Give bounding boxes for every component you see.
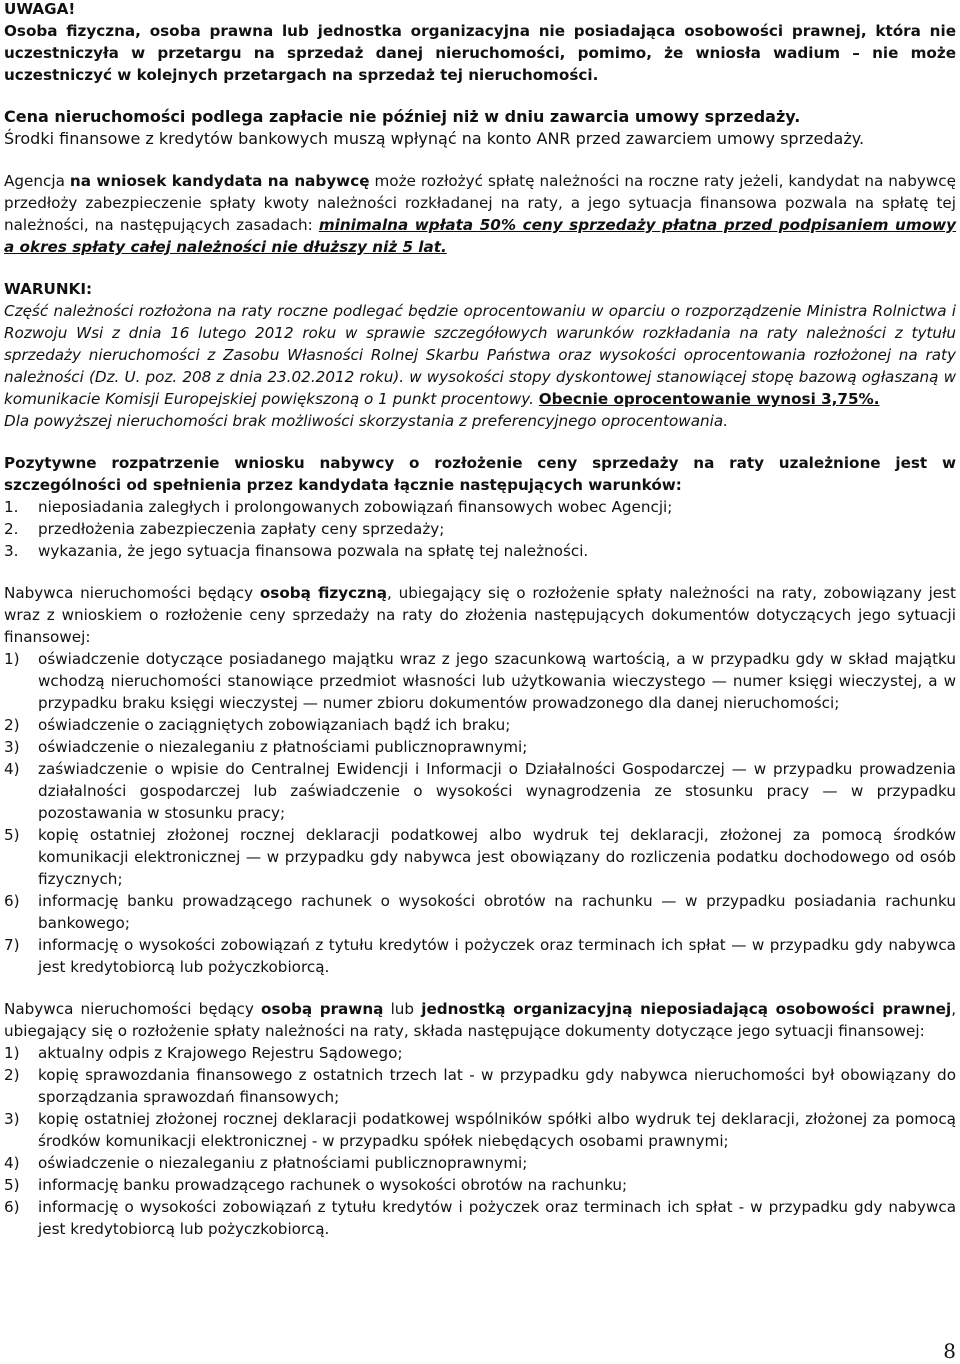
- credit-funds-line: [4, 128, 956, 150]
- list-item-number: 5): [4, 826, 20, 844]
- natural-person-intro: [4, 582, 956, 648]
- list-item-number: 3): [4, 1110, 20, 1128]
- list-item-text: aktualny odpis z Krajowego Rejestru Sądowego;: [38, 1044, 403, 1062]
- list-item: [4, 1174, 956, 1196]
- list-item-number: 2.: [4, 520, 19, 538]
- list-item-text: oświadczenie dotyczące posiadanego majątku wraz z jego szacunkową wartością, a w przypadku gdy w skład majątku wchodzą nieruchomości stanowiące przedmiot własności lub użytkowania wieczystego — numer księgi wieczystej, a w przypadku braku księgi wieczystej — numer zbioru dokumentów prowadzonego dla danej nieruchomości;: [38, 650, 956, 712]
- list-item-number: 1.: [4, 498, 19, 516]
- list-item-text: przedłożenia zabezpieczenia zapłaty ceny sprzedaży;: [38, 520, 445, 538]
- intro-text: Nabywca nieruchomości będący: [4, 1000, 254, 1018]
- conditions-paragraph: [4, 300, 956, 410]
- installments-paragraph: [4, 170, 956, 258]
- installments-text: może rozłożyć spłatę należności na roczne raty jeżeli, kandydat na nabywcę przedłoży zabezpieczenie spłaty kwoty należności rozkładanej na raty, a jego sytuacja finansowa pozwala na spłatę tej należności, na następujących zasadach:: [4, 172, 956, 234]
- list-item-text: kopię ostatniej złożonej rocznej deklaracji podatkowej albo wydruk tej deklaracji, złożonej za pomocą środków komunikacji elektronicznej — w przypadku gdy nabywca jest obowiązany do rozliczenia podatku dochodowego od osób fizycznych;: [38, 826, 956, 888]
- list-item-text: oświadczenie o niezaleganiu z płatnościami publicznoprawnymi;: [38, 1154, 528, 1172]
- list-item: [4, 540, 956, 562]
- list-item: [4, 714, 956, 736]
- preferential-note: Dla powyższej nieruchomości brak możliwości skorzystania z preferencyjnego oprocentowania.: [4, 412, 729, 430]
- installments-agency: Agencja: [4, 172, 65, 190]
- list-item: [4, 496, 956, 518]
- intro-organizational-unit: jednostką organizacyjną nieposiadającą osobowości prawnej: [421, 1000, 952, 1018]
- list-item-number: 1): [4, 650, 20, 668]
- list-item-text: kopię sprawozdania finansowego z ostatnich trzech lat - w przypadku gdy nabywca nieruchomości był obowiązany do sporządzania sprawozdań finansowych;: [38, 1066, 956, 1106]
- list-item-text: oświadczenie o niezaleganiu z płatnościami publicznoprawnymi;: [38, 738, 528, 756]
- positive-heading: Pozytywne rozpatrzenie wniosku nabywcy o rozłożenie ceny sprzedaży na raty uzależnione jest w szczególności od spełnienia przez kandydata łącznie następujących warunków:: [4, 454, 956, 494]
- list-item-number: 2): [4, 1066, 20, 1084]
- list-item-text: kopię ostatniej złożonej rocznej deklaracji podatkowej wspólników spółki albo wydruk tej deklaracji, złożonej za pomocą środków komunikacji elektronicznej - w przypadku spółek niebędących osobami prawnymi;: [38, 1110, 956, 1150]
- intro-natural-person: osobą fizyczną: [259, 584, 388, 602]
- intro-text: lub: [390, 1000, 415, 1018]
- list-item: [4, 1108, 956, 1152]
- list-item-number: 3): [4, 738, 20, 756]
- positive-conditions-list: [4, 496, 956, 562]
- list-item: [4, 890, 956, 934]
- list-item-text: informację banku prowadzącego rachunek o wysokości obrotów na rachunku — w przypadku posiadania rachunku bankowego;: [38, 892, 956, 932]
- list-item-text: nieposiadania zaległych i prolongowanych zobowiązań finansowych wobec Agencji;: [38, 498, 673, 516]
- list-item-text: informację o wysokości zobowiązań z tytułu kredytów i pożyczek oraz terminach ich spłat — w przypadku gdy nabywca jest kredytobiorcą lub pożyczkobiorcą.: [38, 936, 956, 976]
- warning-title: UWAGA!: [4, 0, 76, 18]
- conditions-text: Część należności rozłożona na raty roczne podlegać będzie oprocentowaniu w oparciu o rozporządzenie Ministra Rolnictwa i Rozwoju Wsi z dnia 16 lutego 2012 roku w sprawie szczegółowych warunków rozkładania na raty należności z tytułu sprzedaży nieruchomości z Zasobu Własności Rolnej Skarbu Państwa oraz wysokości oprocentowania rozłożonej na raty należności (Dz. U. poz. 208 z dnia 23.02.2012 roku). w wysokości stopy dyskontowej stanowiącej stopę bazową ogłaszaną w komunikacie Komisji Europejskiej powiększoną o 1 punkt procentowy.: [4, 302, 956, 408]
- document-page: [4, 0, 956, 1240]
- installments-rule: minimalna wpłata 50% ceny sprzedaży płatna przed podpisaniem umowy a okres spłaty całej należności nie dłuższy niż 5 lat.: [4, 216, 957, 256]
- list-item: [4, 934, 956, 978]
- page-number: 8: [943, 1339, 956, 1363]
- list-item-text: informację o wysokości zobowiązań z tytułu kredytów i pożyczek oraz terminach ich spłat - w przypadku gdy nabywca jest kredytobiorcą lub pożyczkobiorcą.: [38, 1198, 956, 1238]
- list-item-number: 6): [4, 1198, 20, 1216]
- list-item-text: oświadczenie o zaciągniętych zobowiązaniach bądź ich braku;: [38, 716, 511, 734]
- list-item: [4, 758, 956, 824]
- list-item: [4, 648, 956, 714]
- list-item-number: 1): [4, 1044, 20, 1062]
- conditions-heading: WARUNKI:: [4, 280, 93, 298]
- intro-text: , ubiegający się o rozłożenie spłaty należności na raty, zobowiązany jest wraz z wnioskiem o rozłożenie ceny sprzedaży na raty do złożenia następujących dokumentów dotyczących jego sytuacji finansowej:: [4, 584, 957, 646]
- list-item: [4, 518, 956, 540]
- price-payment-line: Cena nieruchomości podlega zapłacie nie później niż w dniu zawarcia umowy sprzedaży.: [4, 107, 801, 126]
- list-item-text: wykazania, że jego sytuacja finansowa pozwala na spłatę tej należności.: [38, 542, 589, 560]
- list-item-number: 5): [4, 1176, 20, 1194]
- warning-text: Osoba fizyczna, osoba prawna lub jednostka organizacyjna nie posiadająca osobowości prawnej, która nie uczestniczyła w przetargu na sprzedaż danej nieruchomości, pomimo, że wniosła wadium – nie może uczestniczyć w kolejnych przetargach na sprzedaż tej nieruchomości.: [4, 22, 956, 84]
- list-item: [4, 824, 956, 890]
- current-interest-rate: Obecnie oprocentowanie wynosi 3,75%.: [538, 390, 880, 408]
- intro-text: , ubiegający się o rozłożenie spłaty należności na raty, składa następujące dokumenty dotyczące jego sytuacji finansowej:: [4, 1000, 957, 1040]
- natural-person-documents-list: [4, 648, 956, 978]
- intro-legal-person: osobą prawną: [261, 1000, 384, 1018]
- intro-text: Nabywca nieruchomości będący: [4, 584, 254, 602]
- list-item-text: zaświadczenie o wpisie do Centralnej Ewidencji i Informacji o Działalności Gospodarczej — w przypadku prowadzenia działalności gospodarczej lub zaświadczenie o wysokości wynagrodzenia ze stosunku pracy — w przypadku pozostawania w stosunku pracy;: [38, 760, 956, 822]
- legal-person-intro: [4, 998, 956, 1042]
- list-item-number: 4): [4, 760, 20, 778]
- list-item-number: 2): [4, 716, 20, 734]
- installments-on-request: na wniosek kandydata na nabywcę: [69, 172, 370, 190]
- list-item: [4, 1064, 956, 1108]
- legal-person-documents-list: [4, 1042, 956, 1240]
- list-item-number: 7): [4, 936, 20, 954]
- list-item: [4, 1152, 956, 1174]
- credit-funds-text: Środki finansowe z kredytów bankowych muszą wpłynąć na konto ANR przed zawarciem umowy sprzedaży.: [4, 129, 865, 148]
- list-item: [4, 1042, 956, 1064]
- list-item-number: 3.: [4, 542, 19, 560]
- list-item-number: 6): [4, 892, 20, 910]
- list-item-number: 4): [4, 1154, 20, 1172]
- list-item: [4, 1196, 956, 1240]
- list-item: [4, 736, 956, 758]
- list-item-text: informację banku prowadzącego rachunek o wysokości obrotów na rachunku;: [38, 1176, 628, 1194]
